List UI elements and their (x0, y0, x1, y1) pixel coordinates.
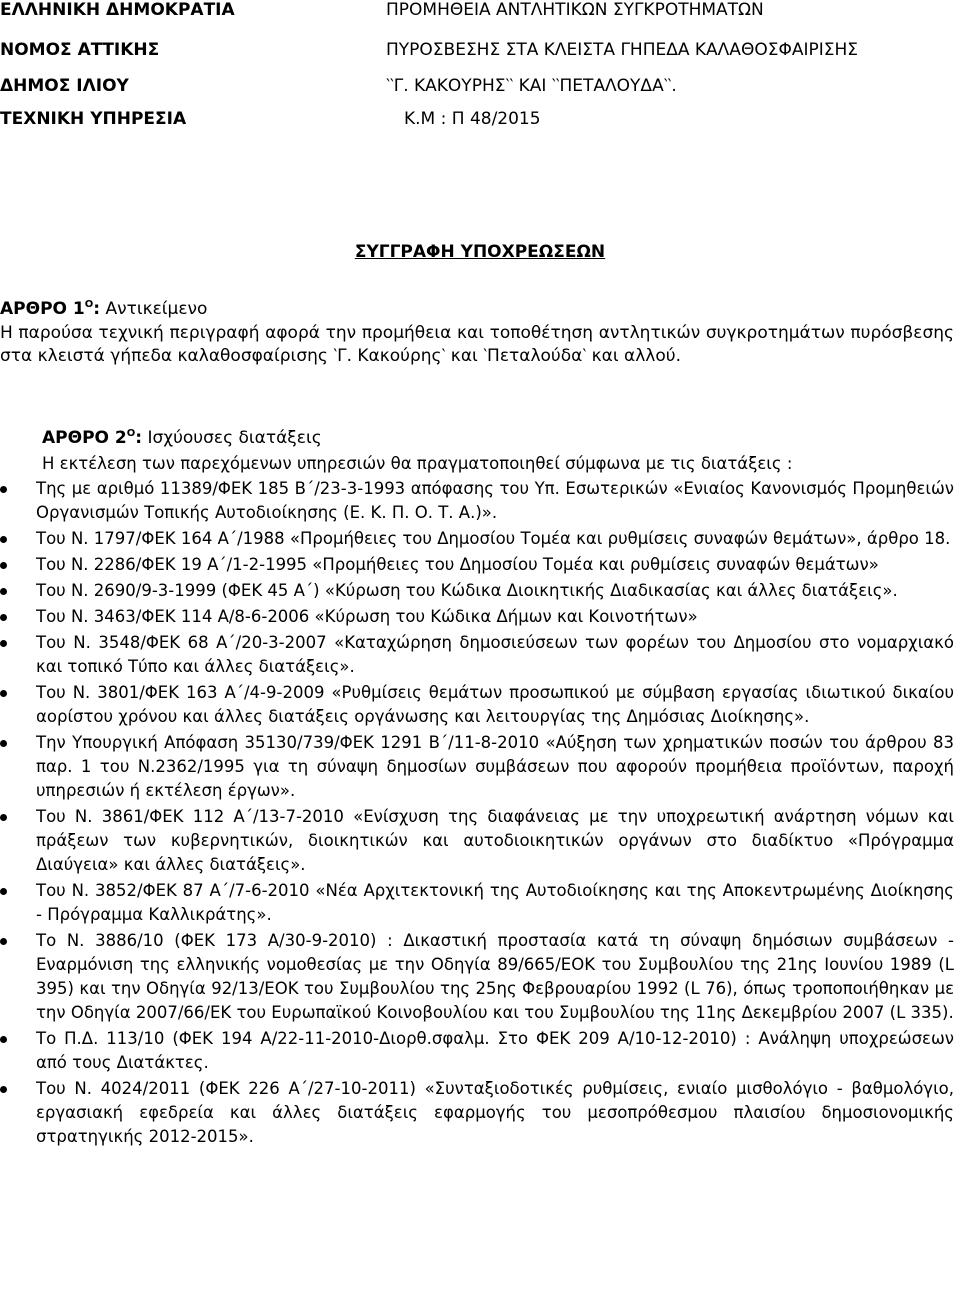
header-line-1: ΕΛΛΗΝΙΚΗ ΔΗΜΟΚΡΑΤΙΑ (0, 0, 235, 20)
list-item (0, 605, 954, 629)
article-2-label: ΑΡΘΡΟ 2 (42, 428, 127, 448)
list-item (0, 579, 954, 603)
header-line-3: ΔΗΜΟΣ ΙΛΙΟΥ (0, 76, 129, 96)
header-line-2: ΝΟΜΟΣ ΑΤΤΙΚΗΣ (0, 40, 160, 60)
bullet-icon (0, 1086, 7, 1093)
header-line-4: ΤΕΧΝΙΚΗ ΥΠΗΡΕΣΙΑ (0, 109, 187, 129)
bullet-icon (0, 690, 7, 697)
bullet-icon (0, 740, 7, 747)
list-item (0, 731, 954, 803)
list-item (0, 553, 954, 577)
bullet-icon (0, 614, 7, 621)
list-item (0, 929, 954, 1025)
law-list (0, 477, 954, 1149)
list-item (0, 477, 954, 525)
bullet-icon (0, 814, 7, 821)
list-item (0, 631, 954, 679)
project-title-line-2: ΠΥΡΟΣΒΕΣΗΣ ΣΤΑ ΚΛΕΙΣΤΑ ΓΗΠΕΔΑ ΚΑΛΑΘΟΣΦΑΙΡΙΣΗΣ (386, 40, 858, 60)
list-item-text: Του Ν. 2286/ΦΕΚ 19 Α΄/1-2-1995 «Προμήθειες του Δημοσίου Τομέα και ρυθμίσεις συναφών θεμάτων» (36, 555, 879, 574)
list-item-text: Του Ν. 3548/ΦΕΚ 68 Α΄/20-3-2007 «Καταχώρηση δημοσιεύσεων των φορέων του Δημοσίου στο νομαρχιακό και τοπικό Τύπο και άλλες διατάξεις». (36, 633, 954, 676)
article-1-heading-text: Αντικείμενο (100, 299, 208, 319)
list-item-text: Του Ν. 1797/ΦΕΚ 164 Α΄/1988 «Προμήθειες του Δημοσίου Τομέα και ρυθμίσεις συναφών θεμάτων», άρθρο 18. (36, 529, 951, 548)
project-code: Κ.Μ : Π 48/2015 (404, 109, 541, 129)
article-1-label: ΑΡΘΡΟ 1 (0, 299, 85, 319)
list-item-text: Του Ν. 3463/ΦΕΚ 114 Α/8-6-2006 «Κύρωση του Κώδικα Δήμων και Κοινοτήτων» (36, 607, 698, 626)
bullet-icon (0, 1036, 7, 1043)
article-2-sup: Ο (126, 428, 136, 439)
list-item (0, 879, 954, 927)
list-item (0, 527, 954, 551)
article-1-heading: ΑΡΘΡΟ $1^O$: Αντικείμενο (0, 299, 208, 319)
list-item-text: Του Ν. 3852/ΦΕΚ 87 Α΄/7-6-2010 «Νέα Αρχιτεκτονική της Αυτοδιοίκησης και της Αποκεντρωμένης Διοίκησης - Πρόγραμμα Καλλικράτης». (36, 881, 954, 924)
list-item-text: Την Υπουργική Απόφαση 35130/739/ΦΕΚ 1291 Β΄/11-8-2010 «Αύξηση των χρηματικών ποσών του άρθρου 83 παρ. 1 του Ν.2362/1995 για τη σύναψη δημοσίων συμβάσεων που αφορούν προμήθεια προϊόντων, παροχή υπηρεσιών ή εκτέλεση έργων». (36, 733, 954, 800)
bullet-icon (0, 640, 7, 647)
bullet-icon (0, 486, 7, 493)
project-title-line-1: ΠΡΟΜΗΘΕΙΑ ΑΝΤΛΗΤΙΚΩΝ ΣΥΓΚΡΟΤΗΜΑΤΩΝ (386, 0, 764, 20)
list-item (0, 805, 954, 877)
list-item (0, 1077, 954, 1149)
list-item (0, 1027, 954, 1075)
list-item-text: Της με αριθμό 11389/ΦΕΚ 185 Β΄/23-3-1993 απόφασης του Υπ. Εσωτερικών «Ενιαίος Κανονισμός Προμηθειών Οργανισμών Τοπικής Αυτοδιοίκησης (Ε. Κ. Π. Ο. Τ. Α.)». (36, 479, 954, 522)
project-title-line-3: ‵‵Γ. ΚΑΚΟΥΡΗΣ‵‵ ΚΑΙ ‵‵ΠΕΤΑΛΟΥΔΑ‵‵. (386, 76, 677, 96)
list-item-text: Του Ν. 3861/ΦΕΚ 112 Α΄/13-7-2010 «Ενίσχυση της διαφάνειας με την υποχρεωτική ανάρτηση νόμων και πράξεων των κυβερνητικών, διοικητικών και αυτοδιοικητικών οργάνων στο διαδίκτυο «Πρόγραμμα Διαύγεια» και άλλες διατάξεις». (36, 807, 954, 874)
bullet-icon (0, 888, 7, 895)
document-title: ΣΥΓΓΡΑΦΗ ΥΠΟΧΡΕΩΣΕΩΝ (354, 242, 606, 262)
article-2-heading: ΑΡΘΡΟ $2^O$: Ισχύουσες διατάξεις (42, 428, 322, 448)
article-1-sup: Ο (84, 299, 94, 310)
list-item-text: Του Ν. 4024/2011 (ΦΕΚ 226 Α΄/27-10-2011) «Συνταξιοδοτικές ρυθμίσεις, ενιαίο μισθολόγιο - βαθμολόγιο, εργασιακή εφεδρεία και άλλες διατάξεις εφαρμογής του μεσοπρόθεσμου πλαισίου δημοσιονομικής στρατηγικής 2012-2015». (36, 1079, 954, 1146)
bullet-icon (0, 588, 7, 595)
list-item-text: Του Ν. 3801/ΦΕΚ 163 Α΄/4-9-2009 «Ρυθμίσεις θεμάτων προσωπικού με σύμβαση εργασίας ιδιωτικού δικαίου αορίστου χρόνου και άλλες διατάξεις οργάνωσης και λειτουργίας της Δημόσιας Διοίκησης». (36, 683, 954, 726)
bullet-icon (0, 562, 7, 569)
article-1 (0, 296, 954, 368)
article-1-body: Η παρούσα τεχνική περιγραφή αφορά την προμήθεια και τοποθέτηση αντλητικών συγκροτημάτων πυρόσβεσης στα κλειστά γήπεδα καλαθοσφαίρισης ‵Γ. Κακούρης‵ και ‵Πεταλούδα‵ και αλλού. (0, 323, 954, 366)
list-item-text: Το Π.Δ. 113/10 (ΦΕΚ 194 Α/22-11-2010-Διορθ.σφαλμ. Στο ΦΕΚ 209 Α/10-12-2010) : Ανάληψη υποχρεώσεων από τους Διατάκτες. (36, 1029, 954, 1072)
list-item-text: Το Ν. 3886/10 (ΦΕΚ 173 Α/30-9-2010) : Δικαστική προστασία κατά τη σύναψη δημόσιων συμβάσεων - Εναρμόνιση της ελληνικής νομοθεσίας με την Οδηγία 89/665/ΕΟΚ του Συμβουλίου της 21ης Ιουνίου 1989 (L 395) και την Οδηγία 92/13/ΕΟΚ του Συμβουλίου της 25ης Φεβρουαρίου 1992 (L 76), όπως τροποποιήθηκαν με την Οδηγία 2007/66/ΕΚ του Ευρωπαϊκού Κοινοβουλίου και του Συμβουλίου της 11ης Δεκεμβρίου 2007 (L 335). (36, 931, 954, 1022)
bullet-icon (0, 536, 7, 543)
list-item (0, 681, 954, 729)
bullet-icon (0, 938, 7, 945)
article-2-intro: Η εκτέλεση των παρεχόμενων υπηρεσιών θα πραγματοποιηθεί σύμφωνα με τις διατάξεις : (42, 454, 793, 473)
article-2-heading-text: Ισχύουσες διατάξεις (142, 428, 322, 448)
article-2 (0, 425, 954, 1151)
list-item-text: Του Ν. 2690/9-3-1999 (ΦΕΚ 45 Α΄) «Κύρωση του Κώδικα Διοικητικής Διαδικασίας και άλλες διατάξεις». (36, 581, 898, 600)
